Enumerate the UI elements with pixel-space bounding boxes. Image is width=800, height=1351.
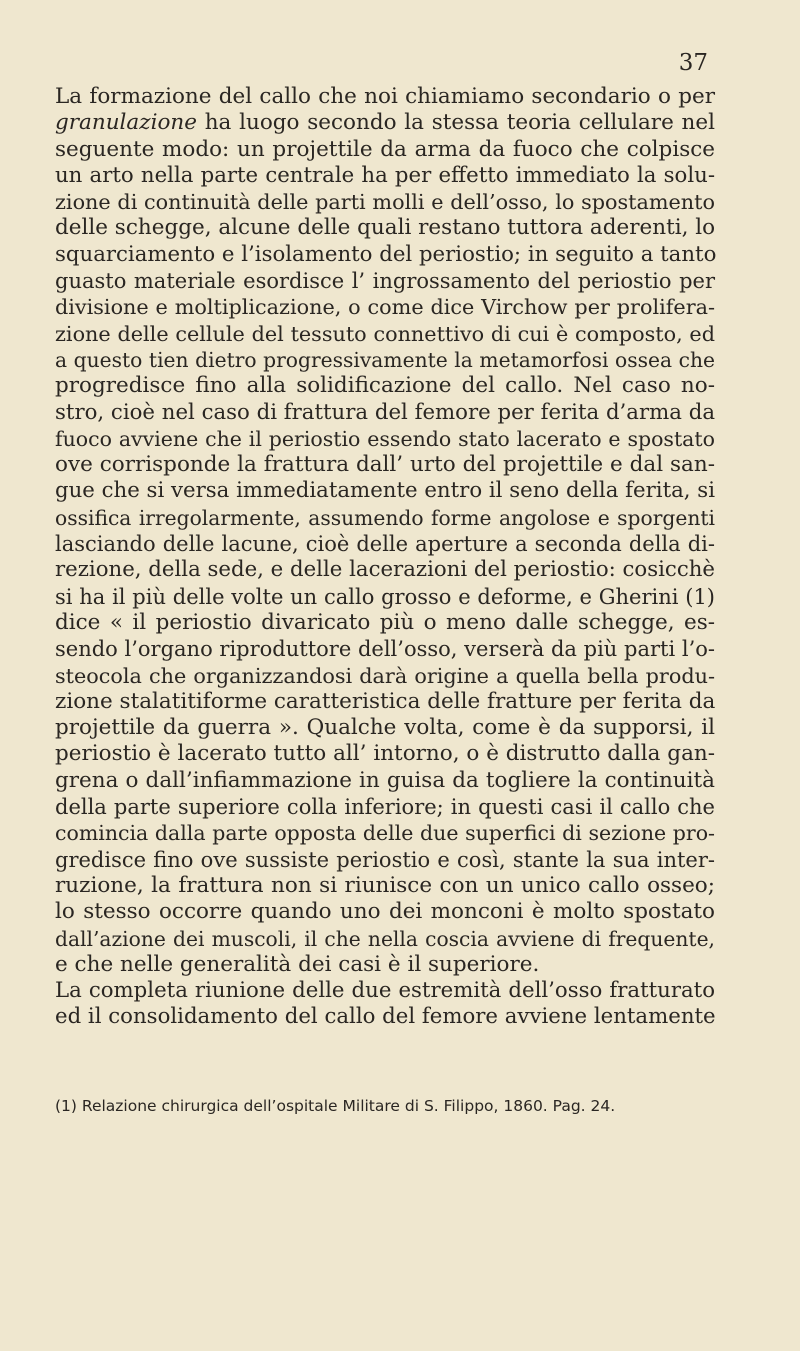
text-line: sendo l’organo riproduttore dell’osso, verserà da più parti l’o- [55, 637, 715, 662]
text-line: periostio è lacerato tutto all’ intorno, o è distrutto dalla gan- [55, 741, 715, 767]
text-line [55, 110, 715, 136]
text-line: lo stesso occorre quando uno dei monconi è molto spostato [55, 899, 715, 925]
text-line: ruzione, la frattura non si riunisce con un unico callo osseo; [55, 872, 715, 898]
text-line: guasto materiale esordisce l’ ingrossamento del periostio per [55, 269, 715, 294]
text-line: delle schegge, alcune delle quali restano tuttora aderenti, lo [55, 215, 716, 241]
text-line: un arto nella parte centrale ha per effetto immediato la solu- [55, 162, 715, 188]
text-line: ossifica irregolarmente, assumendo forme angolose e sporgenti [55, 505, 715, 530]
text-line: grena o dall’infiammazione in guisa da togliere la continuità [55, 767, 715, 793]
text-line: a questo tien dietro progressivamente la metamorfosi ossea che [55, 347, 715, 372]
text-line: La completa riunione delle due estremità dell’osso fratturato [55, 978, 715, 1004]
text-line: squarciamento e l’isolamento del periostio; in seguito a tanto [55, 241, 717, 267]
text-line: divisione e moltiplicazione, o come dice Virchow per prolifera- [55, 295, 715, 320]
emphasized-term: granulazione [55, 110, 197, 136]
text-line: rezione, della sede, e delle lacerazioni del periostio: cosicchè [55, 557, 715, 583]
text-line: e che nelle generalità dei casi è il superiore. [55, 951, 540, 977]
text-line: La formazione del callo che noi chiamiamo secondario o per [55, 84, 715, 109]
page-number: 37 [678, 50, 708, 76]
body-text [55, 84, 715, 1031]
text-line: dice « il periostio divaricato più o meno dalle schegge, es- [55, 609, 715, 635]
text-line: zione stalatitiforme caratteristica delle fratture per ferita da [55, 688, 716, 714]
footnote: (1) Relazione chirurgica dell’ospitale Militare di S. Filippo, 1860. Pag. 24. [55, 1097, 616, 1115]
text-line: gue che si versa immediatamente entro il seno della ferita, si [55, 478, 715, 504]
text-line: comincia dalla parte opposta delle due superfici di sezione pro- [55, 821, 715, 846]
text-line: zione di continuità delle parti molli e dell’osso, lo spostamento [55, 190, 715, 215]
text-line: stro, cioè nel caso di frattura del femore per ferita d’arma da [55, 399, 715, 425]
text-line: si ha il più delle volte un callo grosso e deforme, e Gherini (1) [55, 584, 715, 609]
text-line: steocola che organizzandosi darà origine a quella bella produ- [55, 663, 715, 688]
text-line: seguente modo: un projettile da arma da fuoco che colpisce [55, 136, 715, 162]
text-segment: ha luogo secondo la stessa teoria cellulare nel [196, 110, 715, 136]
text-line: dall’azione dei muscoli, il che nella coscia avviene di frequente, [55, 926, 715, 951]
text-line: della parte superiore colla inferiore; in questi casi il callo che [55, 795, 715, 820]
text-line: ed il consolidamento del callo del femore avviene lentamente [55, 1004, 716, 1030]
text-line: projettile da guerra ». Qualche volta, come è da supporsi, il [55, 715, 715, 741]
text-line: lasciando delle lacune, cioè delle aperture a seconda della di- [55, 532, 715, 557]
text-line: zione delle cellule del tessuto connettivo di cui è composto, ed [55, 321, 715, 346]
text-line: ove corrisponde la frattura dall’ urto del projettile e dal san- [55, 452, 715, 478]
text-line: fuoco avviene che il periostio essendo stato lacerato e spostato [55, 426, 715, 451]
text-line: gredisce fino ove sussiste periostio e così, stante la sua inter- [55, 847, 715, 872]
text-line: progredisce fino alla solidificazione del callo. Nel caso no- [55, 373, 715, 399]
